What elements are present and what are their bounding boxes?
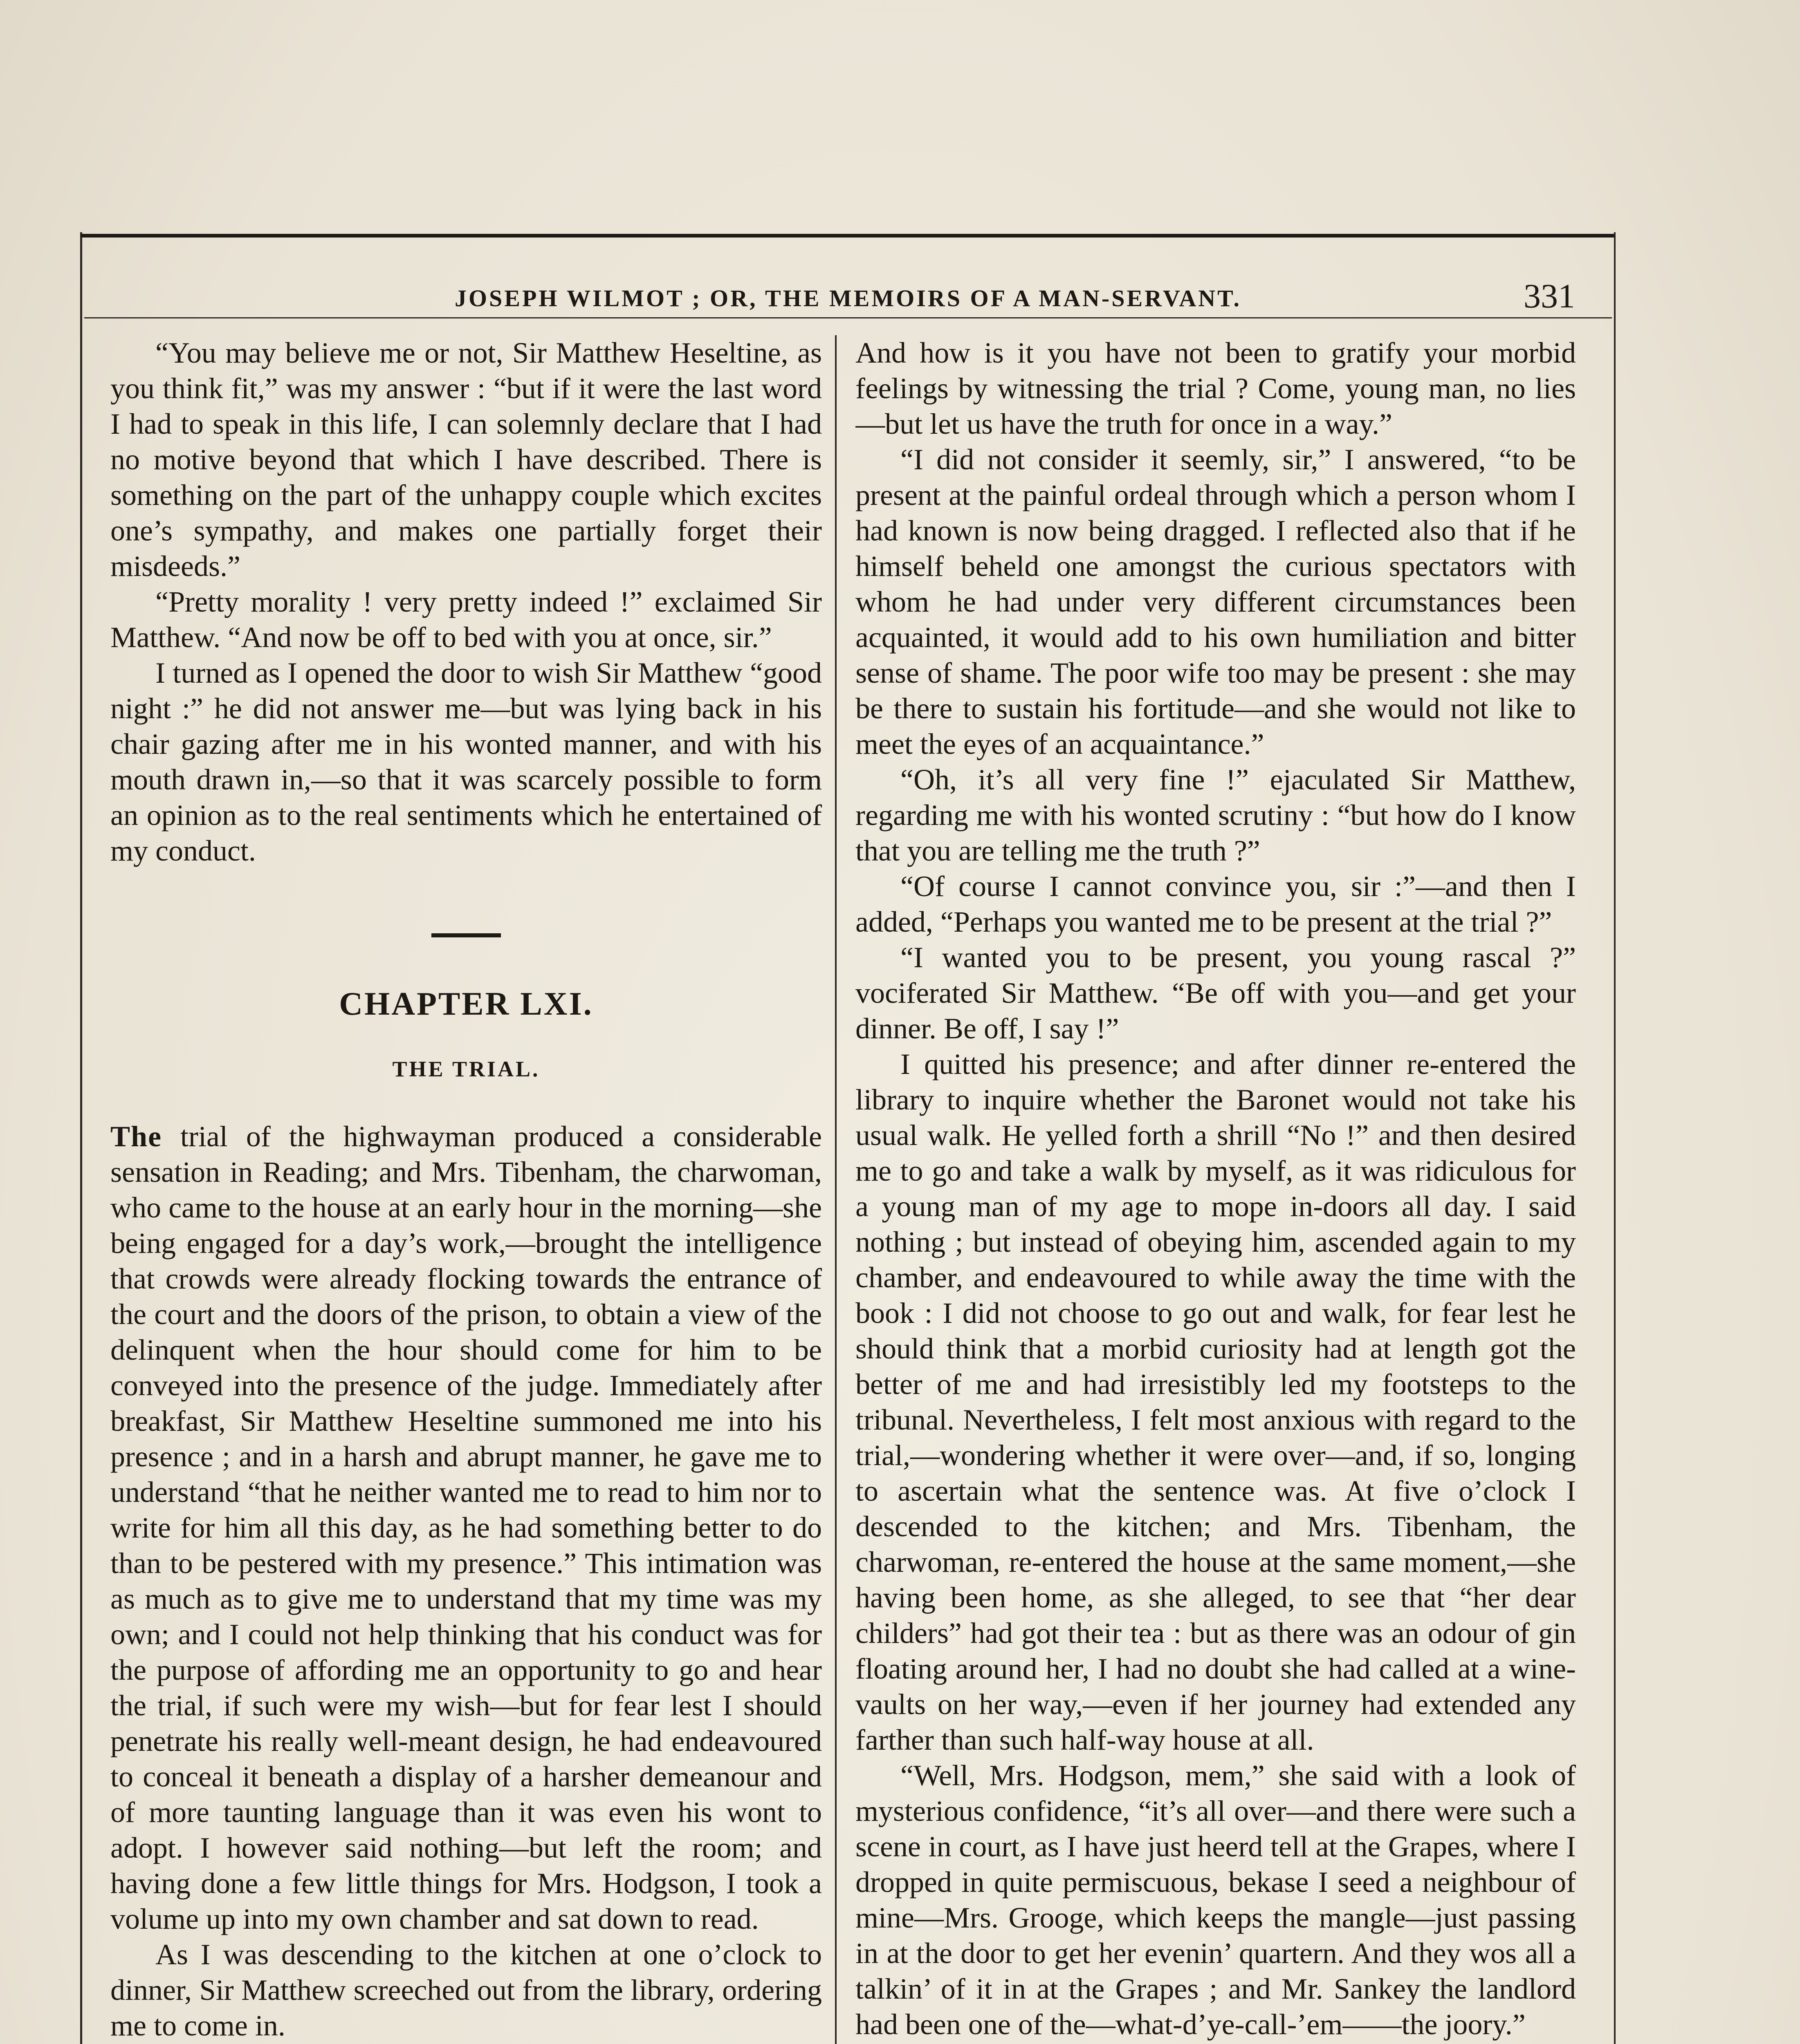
page-header xyxy=(84,276,1612,318)
paragraph: “I wanted you to be present, you young rascal ?” vociferated Sir Matthew. “Be off with you—and get your dinner. Be off, I say !” xyxy=(855,941,1576,1045)
running-title: JOSEPH WILMOT ; OR, THE MEMOIRS OF A MAN-SERVANT. xyxy=(454,285,1242,312)
opening-paragraph-text: trial of the highwayman produced a considerable sensation in Reading; and Mrs. Tibenham, the charwoman, who came to the house at an early hour in the morning—she being engaged for a day’s work,—brought the intelligence that crowds were already flocking towards the entrance of the court and the doors of the prison, to obtain a view of the delinquent when the hour should come for him to be conveyed into the presence of the judge. Immediately after breakfast, Sir Matthew Heseltine summoned me into his presence ; and in a harsh and abrupt manner, he gave me to understand “that he neither wanted me to read to him nor to write for him all this day, as he had something better to do than to be pestered with my presence.” This intimation was as much as to give me to understand that my time was my own; and I could not help thinking that his conduct was for the purpose of affording me an opportunity to go and hear the trial, if such were my wish—but for fear lest I should penetrate his really well-meant design, he had endeavoured to conceal it beneath a display of a harsher demeanour and of more taunting language than it was even his wont to adopt. I however said nothing—but left the room; and having done a few little things for Mrs. Hodgson, I took a volume up into my own chamber and sat down to read. xyxy=(110,1120,822,1935)
column-divider xyxy=(835,335,837,2044)
paragraph: “Well, Mrs. Hodgson, mem,” she said with a look of mysterious confidence, “it’s all over—and there were such a scene in court, as I have just heerd tell at the Grapes, where I dropped in quite permiscuous, bekase I seed a neighbour of mine—Mrs. Grooge, which keeps the mangle—just passing in at the door to get her evenin’ quartern. And they wos all a talkin’ of it in at the Grapes ; and Mr. Sankey the landlord had been one of the—what-d’ye-call-’em——the joory.” xyxy=(855,1759,1576,2041)
opening-word: The xyxy=(110,1120,162,1153)
paragraph: “Pretty morality ! very pretty indeed !” exclaimed Sir Matthew. “And now be off to bed with you at once, sir.” xyxy=(110,585,822,654)
left-column xyxy=(110,335,822,2044)
paragraph-continued: And how is it you have not been to gratify your morbid feelings by witnessing the trial ? Come, young man, no lies—but let us have the truth for once in a way.” xyxy=(855,336,1576,440)
opening-paragraph xyxy=(110,1119,822,1937)
paragraph: As I was descending to the kitchen at one o’clock to dinner, Sir Matthew screeched out from the library, ordering me to come in. xyxy=(110,1938,822,2042)
paragraph: I turned as I opened the door to wish Sir Matthew “good night :” he did not answer me—but was lying back in his chair gazing after me in his wonted manner, and with his mouth drawn in,—so that it was scarcely possible to form an opinion as to the real sentiments which he entertained of my conduct. xyxy=(110,657,822,867)
right-column xyxy=(855,335,1576,2044)
section-title: THE TRIAL. xyxy=(392,1057,540,1081)
top-rule xyxy=(80,234,1614,238)
paragraph: “I did not consider it seemly, sir,” I answered, “to be present at the painful ordeal through which a person whom I had known is now being dragged. I reflected also that if he himself beheld one amongst the curious spectators with whom he had under very different circumstances been acquainted, it would add to his own humiliation and bitter sense of shame. The poor wife too may be present : she may be there to sustain his fortitude—and she would not like to meet the eyes of an acquaintance.” xyxy=(855,443,1576,760)
paragraph: I quitted his presence; and after dinner re-entered the library to inquire whether the Baronet would not take his usual walk. He yelled forth a shrill “No !” and then desired me to go and take a walk by myself, as it was ridiculous for a young man of my age to mope in-doors all day. I said nothing ; but instead of obeying him, ascended again to my chamber, and endeavoured to while away the time with the book : I did not choose to go out and walk, for fear lest he should think that a morbid curiosity had at length got the better of me and had irresistibly led my footsteps to the tribunal. Nevertheless, I felt most anxious with regard to the trial,—wondering whether it were over—and, if so, longing to ascertain what the sentence was. At five o’clock I descended to the kitchen; and Mrs. Tibenham, the charwoman, re-entered the house at the same moment,—she having been home, as she alleged, to see that “her dear childers” had got their tea : but as there was an odour of gin floating around her, I had no doubt she had called at a wine-vaults on her way,—even if her journey had extended any farther than such half-way house at all. xyxy=(855,1048,1576,1756)
paragraph: “Oh, it’s all very fine !” ejaculated Sir Matthew, regarding me with his wonted scrutiny : “but how do I know that you are telling me the truth ?” xyxy=(855,763,1576,867)
chapter-title: CHAPTER LXI. xyxy=(339,986,593,1022)
page-number: 331 xyxy=(1524,277,1575,315)
section-divider xyxy=(431,933,501,937)
paragraph xyxy=(855,2042,1576,2044)
paragraph: “Of course I cannot convince you, sir :”—and then I added, “Perhaps you wanted me to be present at the trial ?” xyxy=(855,870,1576,938)
paragraph: “You may believe me or not, Sir Matthew Heseltine, as you think fit,” was my answer : “but if it were the last word I had to speak in this life, I can solemnly declare that I had no motive beyond that which I have described. There is something on the part of the unhappy couple which excites one’s sympathy, and makes one partially forget their misdeeds.” xyxy=(110,336,822,583)
